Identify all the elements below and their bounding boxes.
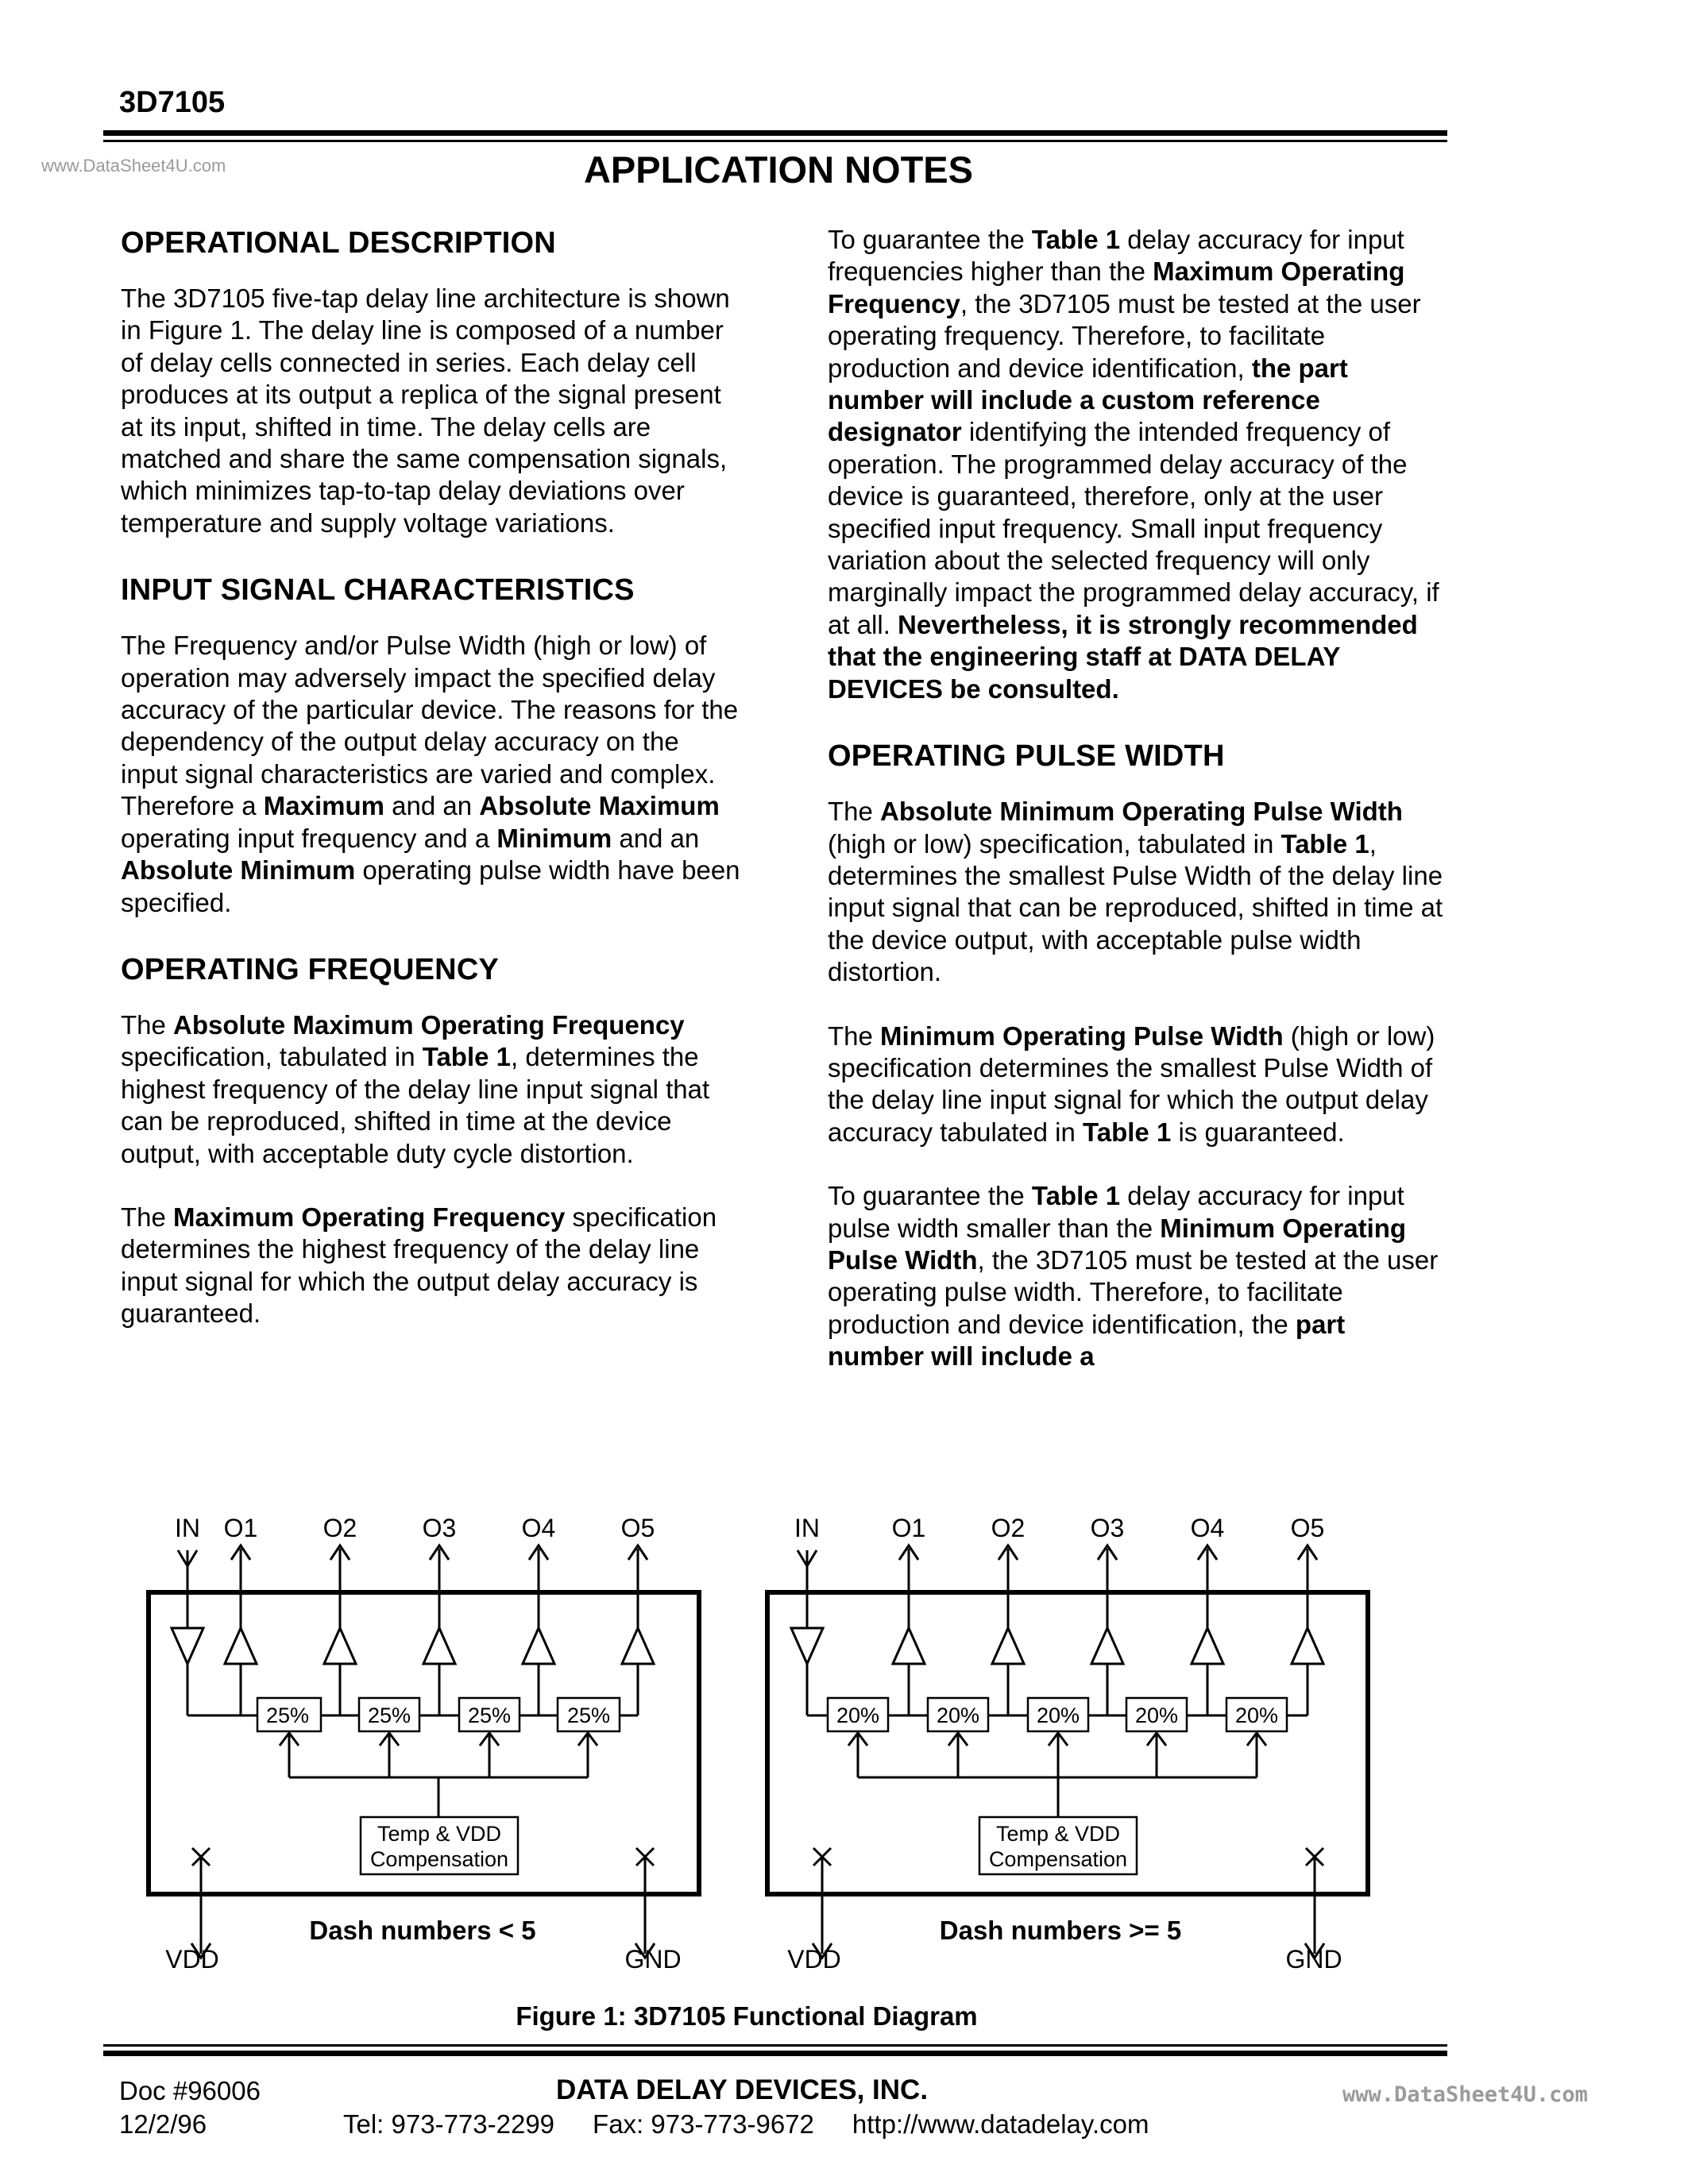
left-column	[121, 224, 740, 1362]
input-pin-right	[791, 1550, 828, 1715]
delay-cell-1-label: 25%	[265, 1704, 310, 1727]
heading-operational-description: OPERATIONAL DESCRIPTION	[121, 226, 556, 260]
header-rule-thin	[103, 140, 1447, 142]
footer-rule-thick	[103, 2051, 1447, 2056]
delay-cell-r5-label: 20%	[1234, 1704, 1279, 1727]
watermark-top[interactable]: www.DataSheet4U.com	[41, 156, 226, 176]
buffer-o4	[520, 1545, 558, 1715]
footer-rule-thin	[103, 2044, 1447, 2047]
watermark-bottom[interactable]: www.DataSheet4U.com	[1342, 2082, 1588, 2107]
operating-frequency-text-1: The Absolute Maximum Operating Frequency specification, tabulated in Table 1, determines the highest frequency of the delay line input signal that can be reproduced, shifted in time at the device output, with acceptable duty cycle distortion.	[121, 1009, 710, 1168]
pin-o4-label: O4	[521, 1514, 556, 1542]
dash-label-right: Dash numbers >= 5	[939, 1916, 1182, 1945]
buffer-o3	[419, 1545, 459, 1715]
heading-operating-pulse-width: OPERATING PULSE WIDTH	[828, 739, 1225, 774]
doc-date: 12/2/96	[119, 2109, 207, 2139]
dash-label-left: Dash numbers < 5	[309, 1916, 536, 1945]
pulse-width-text-2: The Minimum Operating Pulse Width (high or low) specification determines the smallest Pulse Width of the delay line input signal for which the output delay accuracy tabulated in Table 1 is guaranteed.	[828, 1021, 1435, 1147]
compensation-label-r2: Compensation	[988, 1847, 1128, 1871]
pin-in-label: IN	[175, 1514, 200, 1542]
pin-gnd-label-right: GND	[1285, 1945, 1342, 1974]
pin-o3-label-right: O3	[1090, 1514, 1125, 1542]
delay-cell-2-label: 25%	[367, 1704, 411, 1727]
pin-o1-label-right: O1	[891, 1514, 926, 1542]
pin-gnd-label: GND	[624, 1945, 682, 1974]
pin-o3-label: O3	[422, 1514, 457, 1542]
buffer-r-o3	[1088, 1545, 1126, 1715]
pulse-width-text-3: To guarantee the Table 1 delay accuracy for input pulse width smaller than the Minimum Operating Pulse Width, the 3D7105 must be tested at the user operating pulse width. Therefore, to facilitate production and device identification, the part number will include a	[828, 1181, 1439, 1372]
pin-o5-label-right: O5	[1290, 1514, 1325, 1542]
website-link[interactable]: http://www.datadelay.com	[852, 2109, 1149, 2139]
buffer-o1	[225, 1545, 257, 1715]
pin-o1-label: O1	[223, 1514, 258, 1542]
buffer-r-o1	[888, 1545, 928, 1715]
frequency-guarantee-text: To guarantee the Table 1 delay accuracy for input frequencies higher than the Maximum Operating Frequency, the 3D7105 must be tested at the user operating frequency. Therefore, to facilitate production and device identification, the part number will include a custom reference designator identifying the intended frequency of operation. The programmed delay accuracy of the device is guaranteed, therefore, only at the user specified input frequency. Small input frequency variation about the selected frequency will only marginally impact the programmed delay accuracy, if at all. Nevertheless, it is strongly recommended that the engineering staff at DATA DELAY DEVICES be consulted.	[828, 225, 1439, 704]
pin-o4-label-right: O4	[1190, 1514, 1225, 1542]
pin-in-label-right: IN	[794, 1514, 820, 1542]
delay-cell-r2-label: 20%	[936, 1704, 980, 1727]
input-pin-left	[172, 1550, 257, 1715]
heading-input-signal: INPUT SIGNAL CHARACTERISTICS	[121, 573, 635, 608]
pin-o2-label: O2	[323, 1514, 357, 1542]
figure-caption: Figure 1: 3D7105 Functional Diagram	[516, 2001, 978, 2031]
buffer-o2	[321, 1545, 359, 1715]
compensation-label-1: Temp & VDD	[377, 1822, 502, 1846]
pin-vdd-label-right: VDD	[787, 1945, 841, 1974]
right-column	[828, 224, 1447, 1405]
input-signal-text: The Frequency and/or Pulse Width (high or low) of operation may adversely impact the specified delay accuracy of the particular device. The reasons for the dependency of the output delay accuracy on the input signal characteristics are varied and complex. Therefore a Maximum and an Absolute Maximum operating input frequency and a Minimum and an Absolute Minimum operating pulse width have been specified.	[121, 631, 740, 917]
diagram-left	[149, 1514, 699, 1974]
compensation-label-2: Compensation	[369, 1847, 509, 1871]
pin-vdd-label: VDD	[165, 1945, 219, 1974]
delay-cell-r3-label: 20%	[1036, 1704, 1080, 1727]
doc-number: Doc #96006	[119, 2076, 261, 2105]
delay-cell-r1-label: 20%	[836, 1704, 880, 1727]
pin-o2-label-right: O2	[991, 1514, 1026, 1542]
part-number: 3D7105	[119, 86, 226, 119]
header-rule-thick	[103, 130, 1447, 136]
compensation-label-r1: Temp & VDD	[995, 1822, 1121, 1846]
delay-cell-3-label: 25%	[467, 1704, 512, 1727]
delay-cell-r4-label: 20%	[1134, 1704, 1179, 1727]
functional-diagram	[0, 1493, 1688, 2001]
contact-line	[343, 2109, 1149, 2140]
heading-operating-frequency: OPERATING FREQUENCY	[121, 952, 500, 986]
fax-number: Fax: 973-773-9672	[593, 2109, 814, 2139]
buffer-r-o5	[1287, 1545, 1323, 1715]
phone-number: Tel: 973-773-2299	[343, 2109, 555, 2139]
output-buffers-right	[888, 1545, 1323, 1715]
pulse-width-text-1: The Absolute Minimum Operating Pulse Width (high or low) specification, tabulated in Table 1, determines the smallest Pulse Width of the delay line input signal that can be reproduced, shifted in time at the device output, with acceptable pulse width distortion.	[828, 797, 1443, 987]
pin-o5-label: O5	[620, 1514, 655, 1542]
company-name: DATA DELAY DEVICES, INC.	[556, 2074, 929, 2105]
operating-frequency-text-2: The Maximum Operating Frequency specification determines the highest frequency of the delay line input signal for which the output delay accuracy is guaranteed.	[121, 1202, 717, 1329]
page-title: APPLICATION NOTES	[583, 149, 974, 191]
buffer-r-o2	[988, 1545, 1028, 1715]
buffer-o5	[620, 1545, 654, 1715]
operational-description-text: The 3D7105 five-tap delay line architecture is shown in Figure 1. The delay line is composed of a number of delay cells connected in series. Each delay cell produces at its output a replica of the signal present at its input, shifted in time. The delay cells are matched and share the same compensation signals, which minimizes tap-to-tap delay deviations over temperature and supply voltage variations.	[121, 284, 730, 538]
diagram-right	[767, 1514, 1368, 1974]
buffer-r-o4	[1187, 1545, 1226, 1715]
delay-cell-4-label: 25%	[566, 1704, 611, 1727]
output-buffers-left	[225, 1545, 654, 1715]
